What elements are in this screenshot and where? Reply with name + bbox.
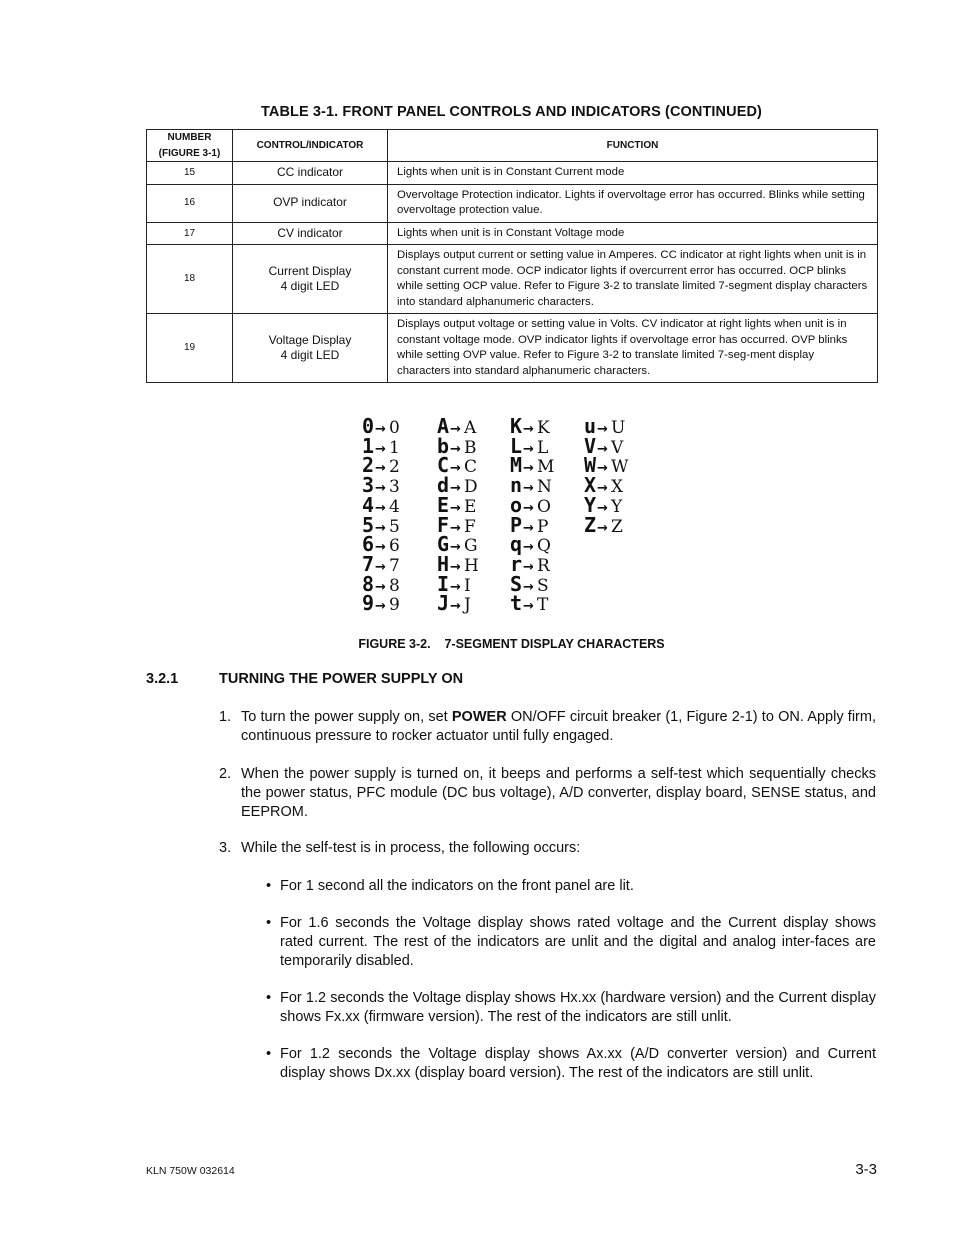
- figure-caption: FIGURE 3-2. 7-SEGMENT DISPLAY CHARACTERS: [358, 637, 665, 651]
- segment-glyph: Y: [584, 492, 597, 517]
- row-number: 19: [147, 314, 233, 383]
- header-number: [147, 130, 233, 162]
- arrow-icon: →: [597, 461, 608, 477]
- standard-character: D: [463, 477, 478, 498]
- arrow-icon: →: [450, 422, 461, 437]
- standard-character: O: [536, 496, 551, 517]
- bullet-glyph: •: [266, 1046, 272, 1062]
- list-item-text: While the self-test is in process, the following occurs:: [241, 840, 581, 856]
- arrow-icon: →: [523, 599, 534, 615]
- bullet-glyph: •: [266, 915, 272, 931]
- row-control: OVP indicator: [233, 184, 388, 222]
- arrow-icon: →: [450, 500, 461, 516]
- standard-character: 5: [388, 516, 400, 537]
- table-row: [147, 222, 878, 245]
- segment-glyph: S: [510, 571, 523, 596]
- row-control: [233, 245, 388, 314]
- segment-glyph: 4: [362, 492, 375, 517]
- bullet-text: For 1.2 seconds the Voltage display shows Ax.xx (A/D converter version) and Current display shows Dx.xx (display board version). The rest of the indicators are still unlit.: [280, 1046, 876, 1081]
- segment-glyph: t: [510, 591, 523, 616]
- list-item-number: 3.: [219, 840, 232, 856]
- list-item: [219, 765, 876, 822]
- segment-glyph: 7: [362, 551, 375, 576]
- segment-glyph: 0: [362, 414, 375, 438]
- seven-segment-figure: [362, 415, 642, 615]
- standard-character: Y: [610, 496, 623, 517]
- standard-character: G: [463, 536, 478, 557]
- arrow-icon: →: [450, 461, 461, 477]
- list-item-number: 2.: [219, 766, 232, 782]
- arrow-icon: →: [597, 441, 608, 457]
- arrow-icon: →: [450, 540, 461, 556]
- arrow-icon: →: [523, 579, 534, 595]
- bullet-text: For 1.2 seconds the Voltage display shows Hx.xx (hardware version) and the Current display shows Fx.xx (firmware version). The rest of the indicators are still unlit.: [280, 990, 876, 1025]
- list-item-text: To turn the power supply on, set POWER ON/OFF circuit breaker (1, Figure 2-1) to ON. Apply firm, continuous pressure to rocker actuator until fully engaged.: [241, 709, 876, 744]
- standard-character: J: [463, 595, 471, 616]
- segment-glyph: r: [510, 551, 523, 576]
- section-title: TURNING THE POWER SUPPLY ON: [219, 671, 464, 687]
- bullet-item: [266, 914, 876, 971]
- standard-character: 7: [388, 555, 400, 576]
- power-label: POWER: [451, 709, 507, 725]
- list-item: [219, 708, 876, 746]
- arrow-icon: →: [523, 500, 534, 516]
- footer-doc-id: KLN 750W 032614: [146, 1165, 235, 1177]
- standard-character: V: [610, 437, 624, 458]
- row-function: Displays output voltage or setting value in Volts. CV indicator at right lights when unit is in constant voltage mode. OVP indicator lights if overvoltage error has occurred. OVP blinks while setting OVP value. Refer to Figure 3-2 to translate limited 7-seg-ment display characters into standard alphanumeric characters.: [388, 314, 878, 383]
- arrow-icon: →: [450, 599, 461, 615]
- standard-character: 2: [388, 457, 400, 478]
- standard-character: 3: [388, 477, 400, 498]
- header-control: CONTROL/INDICATOR: [233, 130, 388, 162]
- arrow-icon: →: [375, 599, 386, 615]
- standard-character: H: [463, 555, 479, 576]
- row-control: CV indicator: [233, 222, 388, 245]
- standard-character: B: [463, 437, 477, 458]
- arrow-icon: →: [523, 481, 534, 497]
- table-title: TABLE 3-1. FRONT PANEL CONTROLS AND INDICATORS (CONTINUED): [261, 104, 762, 120]
- arrow-icon: →: [597, 481, 608, 497]
- controls-table: [146, 129, 878, 383]
- segment-glyph: b: [437, 433, 450, 458]
- row-function: Overvoltage Protection indicator. Lights if overvoltage error has occurred. Blinks while setting overvoltage protection value.: [388, 184, 878, 222]
- arrow-icon: →: [523, 540, 534, 556]
- row-function: Lights when unit is in Constant Voltage mode: [388, 222, 878, 245]
- arrow-icon: →: [375, 540, 386, 556]
- standard-character: T: [536, 595, 549, 616]
- segment-glyph: 5: [362, 512, 375, 537]
- segment-glyph: K: [510, 414, 523, 438]
- row-control-line1: Current Display: [268, 263, 352, 278]
- segment-mapping: [362, 592, 400, 618]
- standard-character: 9: [388, 595, 400, 616]
- header-number-line2: (FIGURE 3-1): [158, 147, 221, 159]
- segment-glyph: u: [584, 414, 597, 438]
- standard-character: P: [536, 516, 549, 537]
- table-row: [147, 314, 878, 383]
- arrow-icon: →: [375, 481, 386, 497]
- arrow-icon: →: [523, 559, 534, 575]
- standard-character: 8: [388, 575, 400, 596]
- segment-glyph: C: [437, 453, 450, 478]
- standard-character: 6: [388, 536, 400, 557]
- arrow-icon: →: [450, 441, 461, 457]
- row-control-line2: 4 digit LED: [280, 348, 340, 362]
- standard-character: W: [610, 457, 629, 478]
- bullet-item: [266, 877, 876, 896]
- segment-glyph: 1: [362, 433, 375, 458]
- segment-glyph: 2: [362, 453, 375, 478]
- list-item: [219, 839, 876, 858]
- standard-character: Z: [610, 516, 623, 537]
- row-control: [233, 314, 388, 383]
- segment-glyph: 9: [362, 591, 375, 616]
- standard-character: 1: [388, 437, 400, 458]
- segment-glyph: V: [584, 433, 597, 458]
- segment-glyph: o: [510, 492, 523, 517]
- arrow-icon: →: [375, 441, 386, 457]
- standard-character: R: [536, 555, 550, 576]
- standard-character: U: [610, 418, 626, 438]
- segment-glyph: q: [510, 532, 523, 557]
- arrow-icon: →: [523, 422, 534, 437]
- arrow-icon: →: [375, 461, 386, 477]
- standard-character: I: [463, 575, 471, 596]
- bullet-item: [266, 989, 876, 1027]
- arrow-icon: →: [597, 520, 608, 536]
- segment-mapping: [584, 514, 623, 540]
- standard-character: A: [463, 418, 477, 438]
- standard-character: M: [536, 457, 555, 478]
- segment-glyph: n: [510, 473, 523, 498]
- segment-glyph: L: [510, 433, 523, 458]
- row-number: 17: [147, 222, 233, 245]
- standard-character: S: [536, 575, 549, 596]
- segment-glyph: F: [437, 512, 450, 537]
- arrow-icon: →: [450, 520, 461, 536]
- standard-character: F: [463, 516, 476, 537]
- segment-glyph: 6: [362, 532, 375, 557]
- footer-page-number: 3-3: [855, 1161, 877, 1178]
- standard-character: E: [463, 496, 477, 517]
- segment-glyph: Z: [584, 512, 597, 537]
- segment-glyph: P: [510, 512, 523, 537]
- bullet-glyph: •: [266, 990, 272, 1006]
- arrow-icon: →: [523, 520, 534, 536]
- list-item-text: When the power supply is turned on, it beeps and performs a self-test which sequentially checks the power status, PFC module (DC bus voltage), A/D converter, display board, SENSE status, and EEPROM.: [241, 766, 876, 820]
- arrow-icon: →: [523, 461, 534, 477]
- header-function: FUNCTION: [388, 130, 878, 162]
- standard-character: N: [536, 477, 552, 498]
- bullet-text: For 1.6 seconds the Voltage display shows rated voltage and the Current display shows rated current. The rest of the indicators are unlit and the digital and analog inter-faces are temporarily disabled.: [280, 915, 876, 969]
- segment-glyph: M: [510, 453, 523, 478]
- arrow-icon: →: [597, 422, 608, 437]
- standard-character: K: [536, 418, 550, 438]
- segment-glyph: A: [437, 414, 450, 438]
- row-function: Lights when unit is in Constant Current mode: [388, 162, 878, 185]
- segment-mapping: [437, 592, 471, 618]
- arrow-icon: →: [597, 500, 608, 516]
- segment-glyph: W: [584, 453, 597, 478]
- table-row: [147, 184, 878, 222]
- row-number: 16: [147, 184, 233, 222]
- bullet-item: [266, 1045, 876, 1083]
- table-row: [147, 245, 878, 314]
- row-control-line2: 4 digit LED: [280, 279, 340, 293]
- segment-glyph: J: [437, 591, 450, 616]
- row-number: 15: [147, 162, 233, 185]
- row-control-line1: Voltage Display: [268, 332, 352, 347]
- row-function: Displays output current or setting value in Amperes. CC indicator at right lights when unit is in constant current mode. OCP indicator lights if overcurrent error has occurred. OCP blinks while setting OCP value. Refer to Figure 3-2 to translate limited 7-segment display characters into standard alphanumeric characters.: [388, 245, 878, 314]
- segment-glyph: G: [437, 532, 450, 557]
- table-header-row: [147, 130, 878, 162]
- segment-glyph: H: [437, 551, 450, 576]
- arrow-icon: →: [375, 520, 386, 536]
- arrow-icon: →: [375, 579, 386, 595]
- arrow-icon: →: [375, 559, 386, 575]
- list-item-number: 1.: [219, 709, 232, 725]
- bullet-glyph: •: [266, 878, 272, 894]
- arrow-icon: →: [450, 559, 461, 575]
- segment-glyph: d: [437, 473, 450, 498]
- section-number: 3.2.1: [146, 671, 179, 687]
- segment-glyph: 3: [362, 473, 375, 498]
- arrow-icon: →: [375, 500, 386, 516]
- standard-character: X: [610, 477, 624, 498]
- header-number-line1: NUMBER: [167, 132, 212, 143]
- segment-glyph: X: [584, 473, 597, 498]
- standard-character: 4: [388, 496, 400, 517]
- segment-mapping: [510, 592, 548, 618]
- segment-glyph: I: [437, 571, 450, 596]
- row-control: CC indicator: [233, 162, 388, 185]
- table-row: [147, 162, 878, 185]
- arrow-icon: →: [450, 579, 461, 595]
- arrow-icon: →: [450, 481, 461, 497]
- arrow-icon: →: [523, 441, 534, 457]
- row-number: 18: [147, 245, 233, 314]
- standard-character: Q: [536, 536, 551, 557]
- arrow-icon: →: [375, 422, 386, 437]
- segment-glyph: E: [437, 492, 450, 517]
- segment-glyph: 8: [362, 571, 375, 596]
- bullet-text: For 1 second all the indicators on the front panel are lit.: [280, 878, 634, 894]
- standard-character: C: [463, 457, 477, 478]
- standard-character: 0: [388, 418, 400, 438]
- standard-character: L: [536, 437, 549, 458]
